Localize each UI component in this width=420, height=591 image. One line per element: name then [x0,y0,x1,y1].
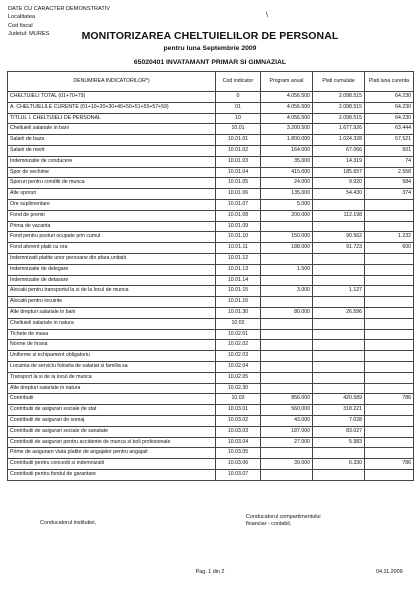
cell-code: 10.01.02 [216,145,261,156]
cell-current [365,405,414,416]
cell-name: Sporuri pentru conditii de munca [8,178,216,189]
cell-name: Indemnizatie de detasare [8,275,216,286]
cell-code: 10.02.01 [216,329,261,340]
cell-current [365,318,414,329]
cell-current: 501 [365,145,414,156]
cell-code: 10.01.12 [216,253,261,264]
cell-code: 10.01.01 [216,135,261,146]
cell-annual: 1.800.000 [261,135,313,146]
table-row [8,307,414,318]
cell-cumulative: 1.677.926 [313,124,365,135]
cell-annual: 80.000 [261,307,313,318]
cell-current [365,361,414,372]
cell-name: Alocatii pentru locuinte [8,297,216,308]
cell-name: Indemnizatie de delegare [8,264,216,275]
cell-current: 64.230 [365,102,414,113]
cell-cumulative: 112.198 [313,210,365,221]
cell-code: 10.01.11 [216,243,261,254]
cell-name: Prime de asigurare viata platite de angajator pentru angajati [8,448,216,459]
cell-current: 63.444 [365,124,414,135]
cell-name: Spor de vechime [8,167,216,178]
cell-code: 10.02.03 [216,351,261,362]
cell-name: Transport la si de la locul de munca [8,372,216,383]
signature-financial-line-2: financiar - contabil, [246,520,292,527]
cell-annual: 4.056.500 [261,92,313,103]
signature-financial-head [246,514,321,528]
cell-code: 10.01.09 [216,221,261,232]
cell-annual [261,448,313,459]
cell-name: Contributii de asigurari de somaj [8,415,216,426]
table-row [8,253,414,264]
cell-current [365,329,414,340]
cell-cumulative: 2.098.515 [313,113,365,124]
cell-cumulative: 420.589 [313,394,365,405]
print-date: 04.11.2009 [376,569,403,575]
cell-cumulative: 2.098.515 [313,92,365,103]
table-row [8,383,414,394]
table-row [8,232,414,243]
table-row [8,199,414,210]
cell-code: 10.01.06 [216,189,261,200]
table-row [8,113,414,124]
header-line-fiscal-code: Cod fiscal [8,22,33,29]
table-row [8,372,414,383]
cell-current [365,210,414,221]
cell-code: 10.03.06 [216,459,261,470]
cell-annual: 1.500 [261,264,313,275]
cell-code: 10.01.08 [216,210,261,221]
cell-annual [261,383,313,394]
cell-current: 74 [365,156,414,167]
cell-annual [261,275,313,286]
cell-current: 64.230 [365,113,414,124]
cell-annual: 5.000 [261,199,313,210]
cell-name: Contributii pentru concedii si indemnizatii [8,459,216,470]
cell-cumulative [313,351,365,362]
table-row [8,210,414,221]
table-row [8,469,414,480]
cell-code: 10.03.03 [216,426,261,437]
cell-current: 600 [365,243,414,254]
cell-cumulative [313,275,365,286]
table-row [8,145,414,156]
table-row [8,318,414,329]
cell-name: Contributii pentru fondul de garantare [8,469,216,480]
table-row [8,221,414,232]
cell-current [365,297,414,308]
institution-line: 65020401 INVATAMANT PRIMAR SI GIMNAZIAL [133,59,287,66]
table-row [8,426,414,437]
cell-code: 10.03.07 [216,469,261,480]
cell-cumulative: 91.723 [313,243,365,254]
cell-cumulative: 185.657 [313,167,365,178]
column-header-cumulative-payments: Plati cumulate [313,72,365,92]
table-row [8,459,414,470]
cell-cumulative: 318.221 [313,405,365,416]
cell-cumulative [313,469,365,480]
cell-current [365,383,414,394]
cell-cumulative [313,199,365,210]
cell-code: 10.01.14 [216,275,261,286]
column-header-annual-program: Program anual [261,72,313,92]
cell-name: Cheltuieli salariale in natura [8,318,216,329]
cell-current [365,275,414,286]
cell-name: Locuinta de serviciu folosita de salariat si familia sa [8,361,216,372]
table-row [8,243,414,254]
cell-code: 10.02.05 [216,372,261,383]
cell-cumulative [313,340,365,351]
cell-cumulative [313,329,365,340]
table-row [8,156,414,167]
cell-code: 10.03.04 [216,437,261,448]
cell-code: 10.01.10 [216,232,261,243]
cell-cumulative [313,264,365,275]
cell-annual: 3.000 [261,286,313,297]
cell-name: Contributii de asigurari sociale de sanatate [8,426,216,437]
cell-annual: 150.000 [261,232,313,243]
cell-annual: 27.000 [261,437,313,448]
cell-code: 10.03.05 [216,448,261,459]
cell-cumulative: 7.028 [313,415,365,426]
cell-name: Fond de premii [8,210,216,221]
table-row [8,340,414,351]
cell-current: 57.521 [365,135,414,146]
cell-current [365,437,414,448]
cell-annual [261,253,313,264]
cell-name: Uniforme si echipament obligatoriu [8,351,216,362]
cell-current [365,351,414,362]
cell-name: Indemnizatii platite unor persoane din afara unitatii [8,253,216,264]
table-row [8,394,414,405]
cell-annual: 35.000 [261,156,313,167]
cell-cumulative [313,361,365,372]
cell-cumulative: 2.098.515 [313,102,365,113]
table-row [8,167,414,178]
cell-annual [261,318,313,329]
cell-annual [261,340,313,351]
table-row [8,275,414,286]
cell-name: Prima de vacanta [8,221,216,232]
cell-name: Indemnizatie de conducere [8,156,216,167]
header-line-locality: Localitatea [8,14,36,21]
cell-name: Fond pentru posturi ocupate prin cumul [8,232,216,243]
table-row [8,361,414,372]
cell-annual: 187.000 [261,426,313,437]
cell-cumulative: 83.027 [313,426,365,437]
cell-code: 10.01.16 [216,297,261,308]
cell-current [365,372,414,383]
cell-current: 64.230 [365,92,414,103]
cell-cumulative: 67.066 [313,145,365,156]
table-row [8,405,414,416]
table-row [8,437,414,448]
table-row [8,124,414,135]
cell-name: Ore suplimentare [8,199,216,210]
cell-code: 10.01.15 [216,286,261,297]
table-row [8,448,414,459]
cell-code: 10.02 [216,318,261,329]
table-row [8,351,414,362]
cell-code: 01 [216,102,261,113]
cell-current [365,307,414,318]
cell-code: 0 [216,92,261,103]
cell-cumulative: 1.127 [313,286,365,297]
cell-annual [261,361,313,372]
cell-code: 10.02.04 [216,361,261,372]
cell-code: 10.02.02 [216,340,261,351]
cell-cumulative: 26.596 [313,307,365,318]
cell-current [365,448,414,459]
cell-code: 10.01.30 [216,307,261,318]
cell-current: 1.232 [365,232,414,243]
cell-code: 10 [216,113,261,124]
cell-annual [261,372,313,383]
cell-annual: 200.000 [261,210,313,221]
cell-current [365,286,414,297]
cell-annual: 24.000 [261,178,313,189]
cell-name: Tichete de masa [8,329,216,340]
table-row [8,264,414,275]
table-row [8,415,414,426]
cell-cumulative [313,372,365,383]
cell-cumulative: 1.024.328 [313,135,365,146]
cell-name: A. CHELTUIELILE CURENTE (01+10+20+30+40+50+51+55+57+59) [8,102,216,113]
cell-annual: 415.000 [261,167,313,178]
cell-name: Alocatii pentru transportul la si de la locul de munca [8,286,216,297]
cell-name: Alte sporuri [8,189,216,200]
cell-code: 10.01.05 [216,178,261,189]
cell-current: 786 [365,394,414,405]
cell-name: Alte drepturi salariale in natura [8,383,216,394]
document-title: MONITORIZAREA CHELTUIELILOR DE PERSONAL [81,30,339,42]
cell-name: Contributii [8,394,216,405]
cell-name: Contributii de asigurari pentru accidente de munca si boli profesionale [8,437,216,448]
expenses-table [7,71,414,481]
cell-annual: 39.000 [261,459,313,470]
cell-annual: 188.000 [261,243,313,254]
pen-mark: \ [266,12,268,19]
header-line-demo: DATE CU CARACTER DEMONSTRATIV [8,6,111,12]
cell-cumulative [313,448,365,459]
table-header-row [8,72,414,92]
cell-name: Cheltuieli salariale in bani [8,124,216,135]
cell-annual: 3.200.500 [261,124,313,135]
cell-annual: 4.056.500 [261,113,313,124]
cell-code: 10.01.04 [216,167,261,178]
cell-code: 10.01 [216,124,261,135]
cell-current: 374 [365,189,414,200]
cell-current: 2.558 [365,167,414,178]
table-row [8,135,414,146]
page-number: Pag. 1 din 2 [195,569,225,575]
cell-annual [261,221,313,232]
cell-cumulative [313,383,365,394]
cell-annual: 164.000 [261,145,313,156]
cell-cumulative: 90.562 [313,232,365,243]
cell-code: 10.02.30 [216,383,261,394]
cell-annual: 560.000 [261,405,313,416]
cell-name: Salarii de baza [8,135,216,146]
cell-current [365,426,414,437]
cell-cumulative: 5.983 [313,437,365,448]
cell-current [365,221,414,232]
table-row [8,178,414,189]
cell-annual: 4.056.500 [261,102,313,113]
table-row [8,189,414,200]
cell-cumulative [313,253,365,264]
document-subtitle: pentru luna Septembrie 2009 [163,45,257,52]
cell-code: 10.03.02 [216,415,261,426]
cell-name: CHELTUIELI TOTAL (01+70+79) [8,92,216,103]
cell-code: 10.01.13 [216,264,261,275]
signature-financial-line-1: Conducatorul compartimentului [246,514,321,520]
cell-cumulative: 9.920 [313,178,365,189]
cell-code: 10.03.01 [216,405,261,416]
cell-annual: 856.000 [261,394,313,405]
cell-cumulative: 6.330 [313,459,365,470]
cell-code: 10.03 [216,394,261,405]
cell-annual: 135.000 [261,189,313,200]
cell-annual [261,297,313,308]
cell-current [365,253,414,264]
cell-current [365,199,414,210]
cell-cumulative: 14.319 [313,156,365,167]
cell-current: 786 [365,459,414,470]
cell-code: 10.01.07 [216,199,261,210]
cell-cumulative [313,318,365,329]
cell-code: 10.01.03 [216,156,261,167]
column-header-code: Cod indicator [216,72,261,92]
table-row [8,329,414,340]
signature-institution-head: Conducatorul institutiei, [40,520,97,526]
cell-current [365,340,414,351]
cell-cumulative: 54.430 [313,189,365,200]
cell-current: 584 [365,178,414,189]
table-row [8,92,414,103]
cell-current [365,469,414,480]
cell-cumulative [313,221,365,232]
table-row [8,286,414,297]
cell-current [365,415,414,426]
cell-annual [261,329,313,340]
cell-cumulative [313,297,365,308]
table-row [8,102,414,113]
cell-annual [261,469,313,480]
cell-name: Alte drepturi salariale in bani [8,307,216,318]
cell-current [365,264,414,275]
column-header-name: DENUMIREA INDICATORILOR*) [8,72,216,92]
cell-name: Salarii de merit [8,145,216,156]
column-header-current-month-payments: Plati luna curenta [365,72,414,92]
cell-annual [261,351,313,362]
cell-name: Fond aferent platii cu ora [8,243,216,254]
cell-name: TITLUL I. CHELTUIELI DE PERSONAL [8,113,216,124]
cell-annual: 43.000 [261,415,313,426]
header-line-county: Judetul: MURES [8,31,50,38]
cell-name: Contributii de asigurari sociale de stat [8,405,216,416]
table-row [8,297,414,308]
cell-name: Norme de hrana [8,340,216,351]
